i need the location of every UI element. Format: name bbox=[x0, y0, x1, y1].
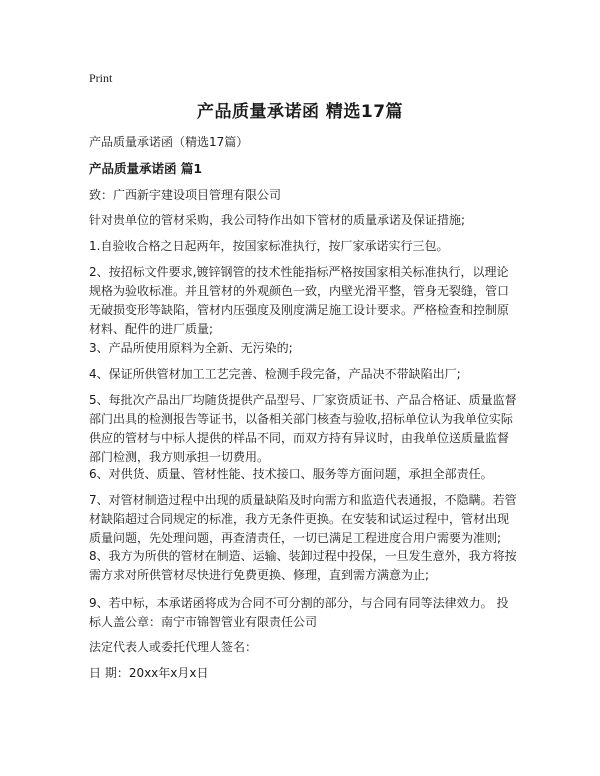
document-subtitle: 产品质量承诺函（精选17篇） bbox=[89, 135, 249, 149]
commitment-item-1: 1.自验收合格之日起两年，按国家标准执行，按厂家承诺实行三包。 bbox=[89, 239, 449, 253]
recipient-line: 致：广西新宇建设项目管理有限公司 bbox=[89, 188, 282, 202]
document-title: 产品质量承诺函 精选17篇 bbox=[196, 102, 404, 122]
commitment-item-7: 7、对管材制造过程中出现的质量缺陷及时向需方和监造代表通报，不隐瞒。若管材缺陷超过合同规定的标准，我方无条件更换。在安装和试运过程中，管材出现质量问题，先处理问题，再查清责任，一切已满足工程进度合用户需要为准则; bbox=[89, 493, 517, 545]
signature-line: 法定代表人或委托代理人签名： bbox=[89, 640, 258, 654]
intro-paragraph: 针对贵单位的管材采购，我公司特作出如下管材的质量承诺及保证措施; bbox=[89, 213, 466, 227]
commitment-item-2: 2、按招标文件要求,镀锌钢管的技术性能指标严格按国家相关标准执行，以理论规格为验收标准。并且管材的外观颜色一致，内壁光滑平整，管身无裂缝，管口无破损变形等缺陷，管材内压强度及刚度满足施工设计要求。严格检查和控制原材料、配件的进厂质量; bbox=[89, 265, 510, 336]
commitment-item-8: 8、我方为所供的管材在制造、运输、装卸过程中投保，一旦发生意外，我方将按需方求对所供管材尽快进行免费更换、修理，直到需方满意为止; bbox=[89, 549, 517, 582]
section-heading: 产品质量承诺函 篇1 bbox=[89, 161, 203, 176]
date-line: 日 期：20xx年x月x日 bbox=[89, 666, 209, 680]
print-label: Print bbox=[89, 71, 113, 85]
commitment-item-3: 3、产品所使用原料为全新、无污染的; bbox=[89, 341, 293, 355]
commitment-item-9: 9、若中标，本承诺函将成为合同不可分割的部分，与合同有同等法律效力。 投标人盖公章：南宁市锦智管业有限责任公司 bbox=[89, 596, 509, 629]
commitment-item-5: 5、每批次产品出厂均随货提供产品型号、厂家资质证书、产品合格证、质量监督部门出具的检测报告等证书，以备相关部门核查与验收,招标单位认为我单位实际供应的管材与中标人提供的样品不同，而双方持有异议时，由我单位送质量监督部门检测，我方则承担一切费用。 bbox=[89, 393, 517, 464]
commitment-item-4: 4、保证所供管材加工工艺完善、检测手段完备，产品决不带缺陷出厂; bbox=[89, 367, 461, 381]
commitment-item-6: 6、对供货、质量、管材性能、技术接口、服务等方面问题，承担全部责任。 bbox=[89, 467, 493, 481]
